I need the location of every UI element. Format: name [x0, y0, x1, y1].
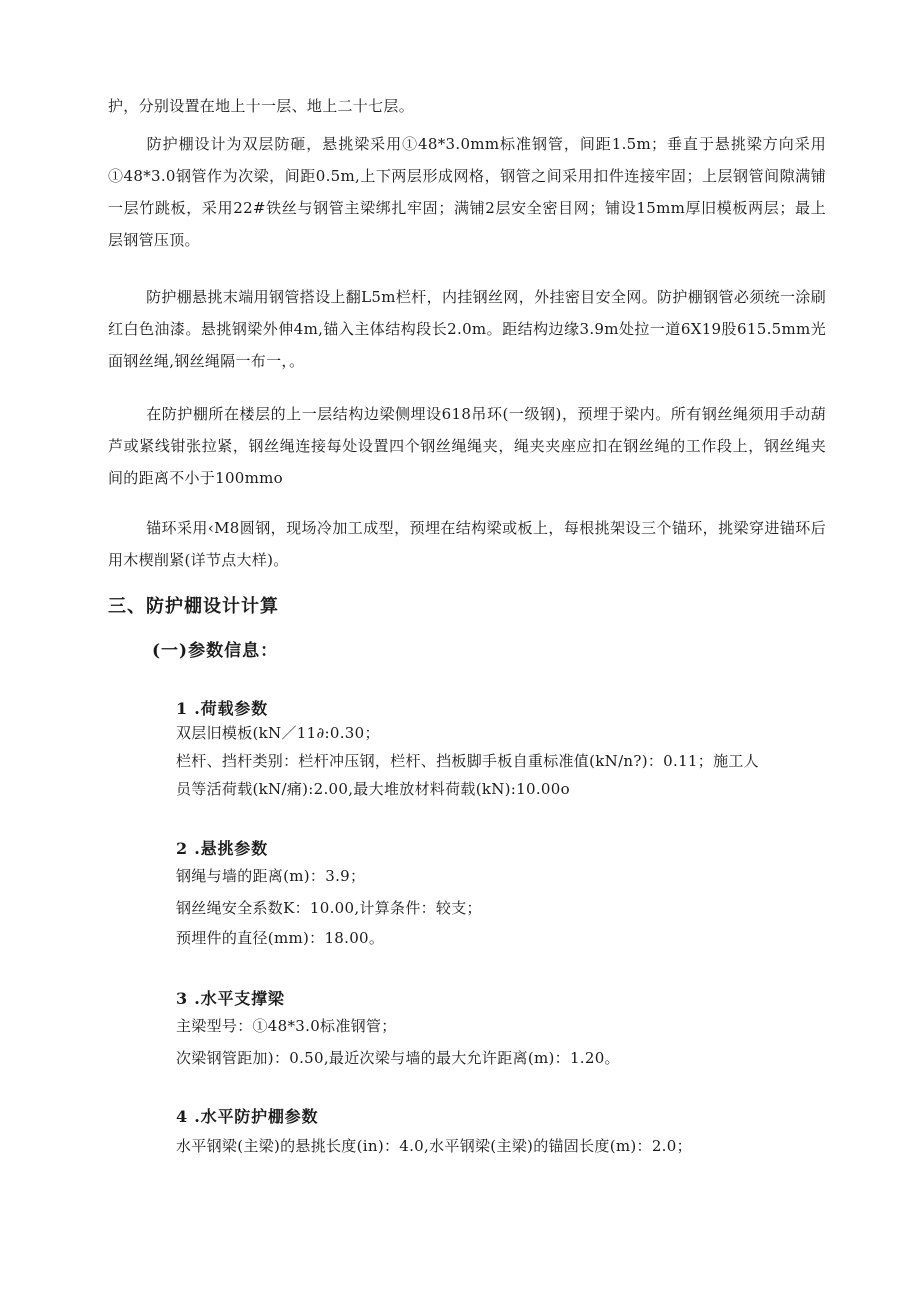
- paragraph-railing: [108, 281, 826, 377]
- paragraph-text: 护，分别设置在地上十一层、地上二十七层。: [108, 97, 415, 115]
- paragraph-design: [108, 128, 826, 256]
- group-line: 栏杆、挡杆类别：栏杆冲压钢，栏杆、挡板脚手板自重标准值(kN/n?)：0.11；施工人: [176, 752, 759, 770]
- group-line: 员等活荷载(kN/痛):2.00,最大堆放材料荷载(kN):10.00o: [176, 780, 570, 798]
- group-line: 次梁钢管距加)：0.50,最近次梁与墙的最大允许距离(m)：1.20。: [176, 1049, 620, 1067]
- paragraph-text: 防护棚悬挑末端用钢管搭设上翻L5m栏杆，内挂钢丝网，外挂密目安全网。防护棚钢管必须统一涂刷红白色油漆。悬挑钢梁外伸4m,锚入主体结构段长2.0m。距结构边缘3.9m处拉一道6X19股615.5mm光面钢丝绳,钢丝绳隔一布一，。: [108, 288, 826, 370]
- group-line: 水平钢梁(主梁)的悬挑长度(in)：4.0,水平钢梁(主梁)的锚固长度(m)：2.0；: [176, 1137, 692, 1155]
- group-line: 预埋件的直径(mm)：18.00。: [176, 929, 385, 947]
- group-title-support-beam: 3 .水平支撑梁: [176, 989, 285, 1008]
- paragraph-lifting-ring: [108, 398, 826, 494]
- paragraph-text: 防护棚设计为双层防砸，悬挑梁采用①48*3.0mm标准钢管，间距1.5m；垂直于悬挑梁方向采用①48*3.0钢管作为次梁，间距0.5m,上下两层形成网格，钢管之间采用扣件连接牢固；上层钢管间隙满铺一层竹跳板，采用22#铁丝与钢管主梁绑扎牢固；满铺2层安全密目网；铺设15mm厚旧模板两层；最上层钢管压顶。: [108, 135, 826, 249]
- paragraph-anchor-ring: [108, 512, 826, 576]
- group-line: 钢丝绳安全系数K：10.00,计算条件：较支；: [176, 899, 482, 917]
- section-heading: 三、防护棚设计计算: [108, 596, 279, 617]
- group-line: 钢绳与墙的距离(m)：3.9；: [176, 867, 366, 885]
- paragraph-text: 在防护棚所在楼层的上一层结构边梁侧埋设618吊环(一级钢)，预埋于梁内。所有钢丝绳须用手动葫芦或紧线钳张拉紧，钢丝绳连接每处设置四个钢丝绳绳夹，绳夹夹座应扣在钢丝绳的工作段上，钢丝绳夹间的距离不小于100mmo: [108, 405, 826, 487]
- group-title-shed-params: 4 .水平防护棚参数: [176, 1107, 319, 1126]
- group-title-cantilever: 2 .悬挑参数: [176, 839, 268, 858]
- subsection-heading: (一)参数信息：: [152, 641, 279, 661]
- paragraph-text: 锚环采用‹M8圆钢，现场冷加工成型，预埋在结构梁或板上，每根挑架设三个锚环，挑梁穿进锚环后用木楔削紧(详节点大样)。: [108, 519, 826, 569]
- group-line: 双层旧模板(kN／11∂:0.30；: [176, 724, 380, 742]
- paragraph-continuation: [108, 90, 826, 122]
- group-line: 主梁型号：①48*3.0标准钢管；: [176, 1017, 397, 1035]
- group-title-load: 1 .荷载参数: [176, 699, 268, 718]
